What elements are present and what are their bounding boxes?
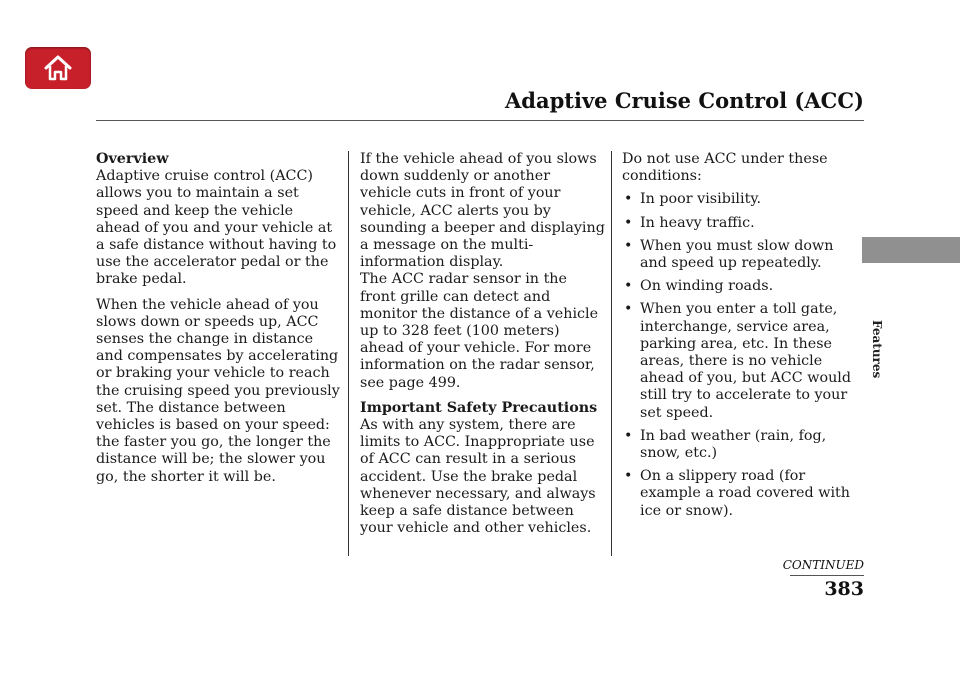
column-overview bbox=[96, 151, 341, 486]
overview-paragraph: Adaptive cruise control (ACC) allows you to maintain a set speed and keep the vehicle ahead of you and your vehicle at a safe distance without having to use the accelerator pedal or the brake pedal. bbox=[96, 168, 337, 288]
page-number: 383 bbox=[824, 578, 864, 600]
overview-heading: Overview bbox=[96, 151, 169, 167]
bullet: • bbox=[624, 468, 633, 485]
list-item: • In heavy traffic. bbox=[624, 214, 755, 231]
list-item: • In bad weather (rain, fog, snow, etc.) bbox=[624, 427, 827, 462]
section-tab[interactable] bbox=[862, 237, 960, 263]
column-divider bbox=[348, 151, 349, 556]
title-divider bbox=[96, 120, 864, 121]
bullet: • bbox=[624, 237, 633, 254]
list-item: • On a slippery road (for example a road covered with ice or snow). bbox=[624, 468, 850, 519]
column-alerts bbox=[360, 151, 605, 537]
list-item: • When you enter a toll gate, interchange, service area, parking area, etc. In these areas, there is no vehicle ahead of you, but ACC would still try to accelerate to your set speed. bbox=[624, 301, 852, 421]
conditions-list bbox=[622, 191, 864, 519]
distance-paragraph: When the vehicle ahead of you slows down or speeds up, ACC senses the change in distance and compensates by accelerating or braking your vehicle to reach the cruising speed you previously set. The distance between vehicles is based on your speed: the faster you go, the longer the distance will be; the slower you go, the shorter it will be. bbox=[96, 296, 340, 485]
bullet: • bbox=[624, 191, 633, 208]
page-title: Adaptive Cruise Control (ACC) bbox=[505, 88, 864, 113]
list-item: • On winding roads. bbox=[624, 278, 774, 295]
bullet: • bbox=[624, 278, 633, 295]
bullet: • bbox=[624, 427, 633, 444]
list-item: • In poor visibility. bbox=[624, 191, 762, 208]
alert-paragraph: If the vehicle ahead of you slows down suddenly or another vehicle cuts in front of your vehicle, ACC alerts you by sounding a beeper and displaying a message on the multi-information display. bbox=[360, 151, 605, 271]
list-item: • When you must slow down and speed up repeatedly. bbox=[624, 237, 834, 272]
section-label: Features bbox=[870, 320, 884, 379]
continued-label: CONTINUED bbox=[782, 558, 864, 572]
safety-paragraph: As with any system, there are limits to ACC. Inappropriate use of ACC can result in a serious accident. Use the brake pedal whenever necessary, and always keep a safe distance between your vehicle and other vehicles. bbox=[360, 417, 596, 537]
column-divider bbox=[611, 151, 612, 556]
home-button[interactable] bbox=[25, 47, 91, 89]
radar-paragraph: The ACC radar sensor in the front grille can detect and monitor the distance of a vehicle up to 328 feet (100 meters) ahead of your vehicle. For more information on the radar sensor, see page 499. bbox=[360, 271, 599, 391]
bullet: • bbox=[624, 301, 633, 318]
safety-heading: Important Safety Precautions bbox=[360, 399, 598, 416]
bullet: • bbox=[624, 214, 633, 231]
conditions-intro: Do not use ACC under these conditions: bbox=[622, 151, 828, 185]
footer-divider bbox=[790, 575, 864, 576]
home-icon bbox=[43, 53, 73, 83]
column-conditions bbox=[622, 151, 864, 526]
